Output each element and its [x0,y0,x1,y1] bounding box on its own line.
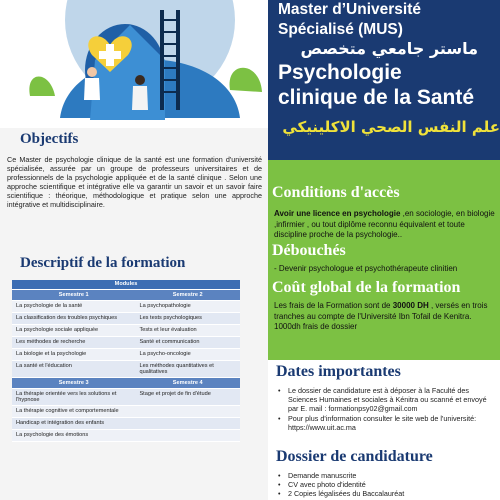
table-row [12,348,240,360]
table-row [12,312,240,324]
conditions-text-rest: ,en sociologie, en biologie ,infirmier , ou tout diplôme reconnu équivalent et toute discipline proche de la psychologie.. [274,209,495,239]
title-line-1: Master d’Université [278,1,421,18]
list-item: • Le dossier de candidature est à déposer à la Faculté des Sciences Humaines et sociales à Kénitra ou scanné et envoyé par E. mail : formationpsy02@gmail.com [278,386,496,414]
dates-heading: Dates importantes [276,363,401,380]
table-cell: La psychologie de la santé [12,300,135,312]
list-item: • Demande manuscrite [278,471,496,480]
table-row [12,336,240,348]
table-cell: Les méthodes de recherche [12,336,135,348]
descriptif-heading: Descriptif de la formation [20,255,186,271]
table-cell [135,417,240,429]
cout-text-post: , versés en trois tranches au compte de l'Université Ibn Tofail de Kenitra. 1000dh frais de dossier [274,301,488,331]
semester-3-header: Semestre 3 [12,377,135,388]
table-cell: La psychologie des émotions [12,429,135,441]
objectifs-text: Ce Master de psychologie clinique de la santé est une formation d'université spécialisée, assurée par un groupe de professeurs universitaires et de professionnels de la psychologie appliquée et de la santé clinique . Selon une approche scientifique et intégrative elle va garantir un savoir et un savoir faire scientifique : théorique, méthodologique et pratique selon une approche intégrative et multidisciplinaire. [7,155,262,209]
semester-4-header: Semestre 4 [135,377,240,388]
table-row [12,300,240,312]
list-item: • CV avec photo d'identité [278,480,496,489]
table-row [12,388,240,405]
table-cell: La psychopathologie [135,300,240,312]
table-cell: Les méthodes quantitatives et qualitatives [135,360,240,377]
table-row [12,324,240,336]
cout-text [274,301,496,333]
list-item: • Pour plus d'information consulter le site web de l'université: https://www.uit.ac.ma [278,414,496,432]
debouches-item: - Devenir psychologue et psychothérapeute clinitien [274,264,458,273]
table-cell [135,429,240,441]
table-row [12,417,240,429]
dates-list [278,386,496,432]
table-cell: Tests et leur évaluation [135,324,240,336]
cout-text-pre: Les frais de la Formation sont de [274,301,393,310]
cout-heading: Coût global de la formation [272,279,461,296]
title-line-4: clinique de la Santé [278,86,475,109]
table-cell: La thérapie cognitive et comportementale [12,405,135,417]
table-cell: Santé et communication [135,336,240,348]
table-row [12,360,240,377]
objectifs-heading: Objectifs [20,131,79,147]
table-cell: La thérapie orientée vers les solutions et l'hypnose [12,388,135,405]
table-cell: La psychologie sociale appliquée [12,324,135,336]
table-cell [135,405,240,417]
title-line-3: Psychologie [278,61,402,84]
table-cell: La biologie et la psychologie [12,348,135,360]
semester-1-header: Semestre 1 [12,289,135,300]
modules-table [12,280,240,442]
conditions-panel [268,160,500,360]
title-line-2: Spécialisé (MUS) [278,21,403,38]
table-row [12,405,240,417]
conditions-text [274,209,496,241]
semester-2-header: Semestre 2 [135,289,240,300]
title-panel [268,0,500,160]
conditions-text-bold: Avoir une licence en psychologie [274,209,401,218]
debouches-heading: Débouchés [272,242,346,259]
cout-amount: 30000 DH [392,301,429,310]
psychology-illustration [0,0,270,128]
list-item: • 2 Copies légalisées du Baccalauréat [278,489,496,498]
title-arabic-2: علم النفس الصحي الاكلينيكي [282,118,500,136]
table-cell: Stage et projet de fin d'étude [135,388,240,405]
table-cell: Handicap et intégration des enfants [12,417,135,429]
conditions-heading: Conditions d'accès [272,184,400,201]
dossier-heading: Dossier de candidature [276,448,433,465]
dossier-list [278,471,496,499]
hero-illustration [0,0,270,128]
table-cell: La psycho-oncologie [135,348,240,360]
table-cell: La santé et l'éducation [12,360,135,377]
title-arabic-1: ماستر جامعي متخصص [300,39,478,58]
modules-header: Modules [12,280,240,289]
table-cell: La classification des troubles psychiques [12,312,135,324]
table-row [12,429,240,441]
table-cell: Les tests psychologiques [135,312,240,324]
